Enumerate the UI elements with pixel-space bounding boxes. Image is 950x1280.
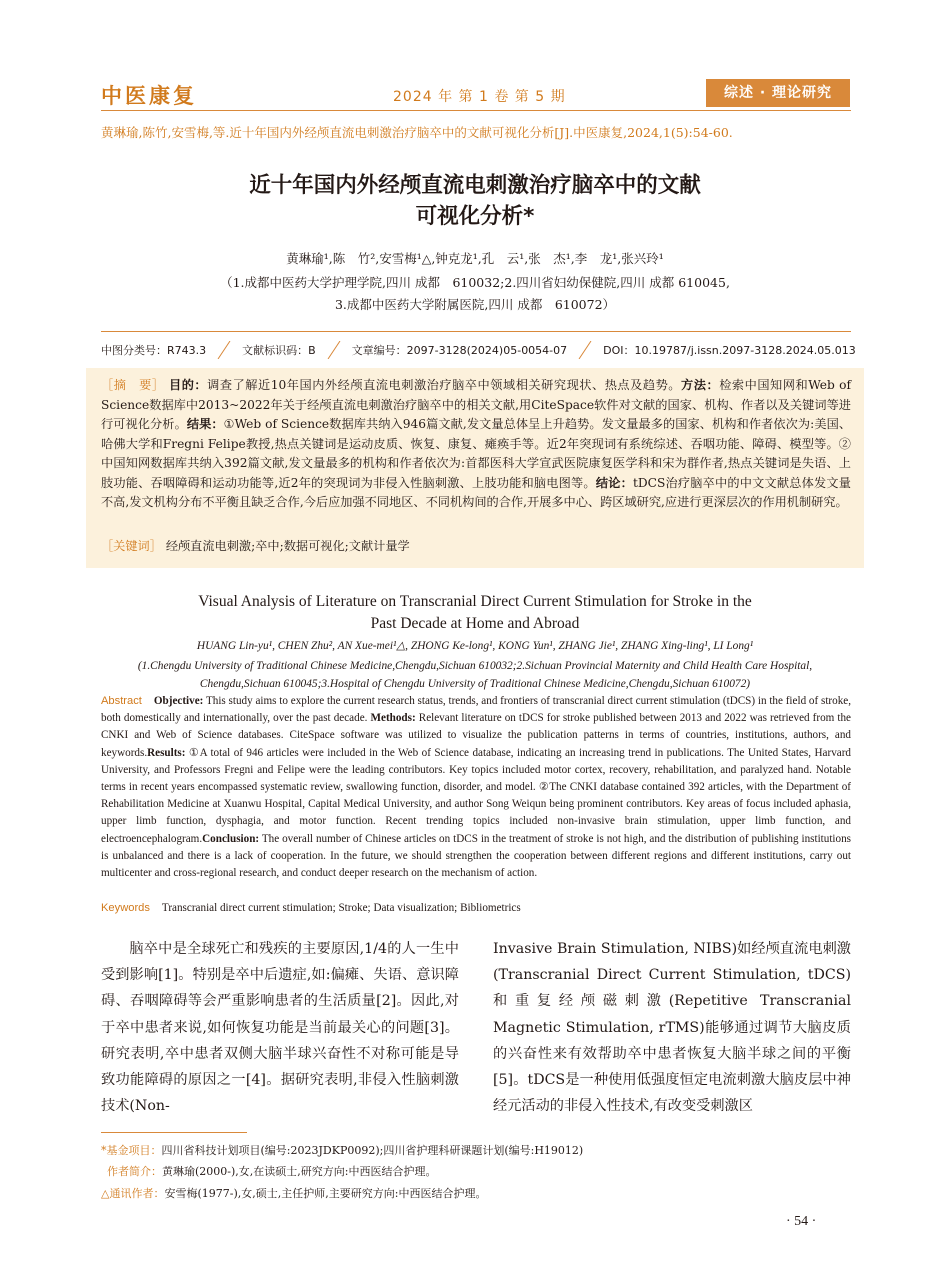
doi: DOI：10.19787/j.issn.2097-3128.2024.05.013 xyxy=(603,344,856,357)
abstract-cn-result-label: 结果： xyxy=(186,417,224,431)
abstract-en-result: ①A total of 946 articles were included in the Web of Science database, indicating an increasing trend in publications. The United States, Harvard University, and Professors Fregni and Felipe were the leading contributors. Key topics included motor cortex, recovery, rehabilitation, and paralyzed hand. Notable terms in recent years encompassed systematic review, swallowing function, disorder, and model. ②The CNKI database contained 392 articles, with the Department of Rehabilitation Medicine at Xuanwu Hospital, Capital Medical University, and author Song Weiqun being prominent contributors. Key areas of focus included aphasia, upper limb function, dysphagia, and motor function. Recent trending topics included non-invasive brain stimulation, upper limb function, and electroencephalogram. xyxy=(101,746,851,845)
article-meta xyxy=(101,341,856,359)
header-rule xyxy=(101,110,851,111)
doc-code: 文献标识码：B xyxy=(242,344,316,357)
abstract-en-objective: This study aims to explore the current research status, trends, and frontiers of transcranial direct current stimulation (tDCS) in the field of stroke, both domestically and internationally, over the past decade. xyxy=(101,695,852,725)
abstract-en-method: Relevant literature on tDCS for stroke published between 2013 and 2022 was retrieved from the CNKI and Web of Science databases. CiteSpace software was utilized to visualize the publication patterns in terms of countries, institutions, authors, and keywords. xyxy=(101,712,851,759)
keywords-cn-label: ［关键词］ xyxy=(101,539,162,553)
authors-en: HUANG Lin-yu¹, CHEN Zhu², AN Xue-mei¹△, ZHONG Ke-long¹, KONG Yun¹, ZHANG Jie¹, ZHANG Xing-ling¹, LI Long¹ xyxy=(196,640,754,652)
abstract-cn-conclusion-label: 结论： xyxy=(595,475,633,490)
meta-rule xyxy=(101,331,851,332)
body-column-right: Invasive Brain Stimulation, NIBS)如经颅直流电刺激(Transcranial Direct Current Stimulation, tDCS)和重复经颅磁刺激(Repetitive Transcranial Magnetic Stimulation, rTMS)能够通过调节大脑皮质的兴奋性来有效帮助卒中患者恢复大脑半球之间的平衡[5]。tDCS是一种使用低强度恒定电流刺激大脑皮层中神经元活动的非侵入性技术,有改变受刺激区 xyxy=(493,941,851,1115)
abstract-cn-result: ①Web of Science数据库共纳入946篇文献,发文量总体呈上升趋势。发文量最多的国家、机构和作者依次为:美国、哈佛大学和Fregni Felipe教授,热点关键词是运动皮质、恢复、康复、瘫痪手等。近2年突现词有系统综述、吞咽功能、障碍、模型等。②中国知网数据库共纳入392篇文献,发文量最多的机构和作者依次为:首都医科大学宣武医院康复医学科和宋为群作者,热点关键词是失语、上肢功能、吞咽障碍和运动功能等,近2年的突现词为非侵入性脑刺激、上肢功能和脑电图等。 xyxy=(101,417,852,490)
abstract-cn xyxy=(101,376,851,513)
authors-cn: 黄琳瑜¹,陈 竹²,安雪梅¹△,钟克龙¹,孔 云¹,张 杰¹,李 龙¹,张兴玲¹ xyxy=(286,251,664,266)
page-number: · 54 · xyxy=(786,1214,817,1229)
title-en xyxy=(100,591,850,635)
affiliations-cn-line1: （1.成都中医药大学护理学院,四川 成都 610032;2.四川省妇幼保健院,四川 成都 610045, xyxy=(220,275,730,290)
abstract-en-label: Abstract xyxy=(101,695,142,707)
footnote-author xyxy=(107,1163,867,1179)
title-en-line1: Visual Analysis of Literature on Transcranial Direct Current Stimulation for Stroke in the xyxy=(198,593,752,610)
abstract-en-method-label: Methods: xyxy=(370,712,416,725)
keywords-en-label: Keywords xyxy=(101,902,150,914)
title-cn xyxy=(100,170,850,232)
corresponding-label: △通讯作者： xyxy=(101,1187,165,1200)
title-en-line2: Past Decade at Home and Abroad xyxy=(370,615,580,632)
author-bio-text: 黄琳瑜(2000-),女,在读硕士,研究方向:中西医结合护理。 xyxy=(162,1165,437,1178)
affiliations-cn xyxy=(100,272,850,316)
keywords-cn-text: 经颅直流电刺激;卒中;数据可视化;文献计量学 xyxy=(165,539,410,553)
column-badge: 综述 · 理论研究 xyxy=(706,79,850,107)
corresponding-text: 安雪梅(1977-),女,硕士,主任护师,主要研究方向:中西医结合护理。 xyxy=(164,1187,487,1200)
abstract-en-conclusion: The overall number of Chinese articles on tDCS in the treatment of stroke is not high, and the distribution of publishing institutions is unbalanced and there is a lack of cooperation. In the future, we should strengthen the cooperation between different regions and different institutions, carry out multicenter and cross-regional research, and conduct deeper research on the mechanism of action. xyxy=(101,832,851,880)
affiliations-en-line2: Chengdu,Sichuan 610045;3.Hospital of Chengdu University of Traditional Chinese Medicine,Chengdu,Sichuan 610072) xyxy=(199,677,751,690)
abstract-cn-objective: 调查了解近10年国内外经颅直流电刺激治疗脑卒中领域相关研究现状、热点及趋势。 xyxy=(207,378,682,392)
affiliations-en xyxy=(100,658,850,693)
article-number: 文章编号：2097-3128(2024)05-0054-07 xyxy=(351,344,568,357)
abstract-en-objective-label: Objective: xyxy=(153,695,204,707)
abstract-en-result-label: Results: xyxy=(147,746,186,759)
abstract-cn-method: 检索中国知网和Web of Science数据库中2013~2022年关于经颅直流电刺激治疗脑卒中的相关文献,用CiteSpace软件对文献的国家、机构、作者以及关键词等进行可视化分析。 xyxy=(101,378,852,431)
abstract-en-conclusion-label: Conclusion: xyxy=(202,832,260,845)
keywords-cn xyxy=(101,537,851,557)
issue-info: 2024 年 第 1 卷 第 5 期 xyxy=(393,89,566,105)
meta-separator xyxy=(217,341,231,359)
journal-name: 中医康复 xyxy=(101,84,197,108)
footnote-corresponding xyxy=(101,1185,861,1201)
abstract-en xyxy=(101,693,851,882)
meta-separator xyxy=(327,341,341,359)
title-cn-line2: 可视化分析* xyxy=(415,204,535,229)
citation: 黄琳瑜,陈竹,安雪梅,等.近十年国内外经颅直流电刺激治疗脑卒中的文献可视化分析[J].中医康复,2024,1(5):54-60. xyxy=(101,125,733,140)
footnote-fund xyxy=(101,1142,861,1158)
abstract-cn-conclusion: tDCS治疗脑卒中的中文文献总体发文量不高,发文机构分布不平衡且缺乏合作,今后应加强不同地区、不同机构间的合作,开展多中心、跨区域研究,应进行更深层次的作用机制研究。 xyxy=(101,475,851,509)
keywords-en-text: Transcranial direct current stimulation; Stroke; Data visualization; Bibliometrics xyxy=(161,902,521,914)
footnote-rule xyxy=(101,1132,247,1133)
abstract-cn-method-label: 方法： xyxy=(681,378,720,392)
affiliations-cn-line2: 3.成都中医药大学附属医院,四川 成都 610072） xyxy=(334,297,616,312)
fund-label: *基金项目： xyxy=(101,1144,162,1157)
keywords-en xyxy=(101,902,851,914)
author-bio-label: 作者简介： xyxy=(107,1165,162,1178)
clc-number: 中图分类号：R743.3 xyxy=(101,344,207,357)
abstract-cn-label: ［摘 要］ xyxy=(101,378,165,392)
abstract-cn-objective-label: 目的： xyxy=(169,378,208,392)
body-column-left: 脑卒中是全球死亡和残疾的主要原因,1/4的人一生中受到影响[1]。特别是卒中后遗症,如:偏瘫、失语、意识障碍、吞咽障碍等会严重影响患者的生活质量[2]。因此,对于卒中患者来说,如何恢复功能是当前最关心的问题[3]。研究表明,卒中患者双侧大脑半球兴奋性不对称可能是导致功能障碍的原因之一[4]。据研究表明,非侵入性脑刺激技术(Non- xyxy=(101,941,459,1115)
title-cn-line1: 近十年国内外经颅直流电刺激治疗脑卒中的文献 xyxy=(249,173,701,198)
fund-text: 四川省科技计划项目(编号:2023JDKP0092);四川省护理科研课题计划(编号:H19012) xyxy=(161,1144,584,1157)
affiliations-en-line1: (1.Chengdu University of Traditional Chinese Medicine,Chengdu,Sichuan 610032;2.Sichuan Provincial Maternity and Child Health Care Hospital, xyxy=(137,660,813,672)
meta-separator xyxy=(578,341,592,359)
